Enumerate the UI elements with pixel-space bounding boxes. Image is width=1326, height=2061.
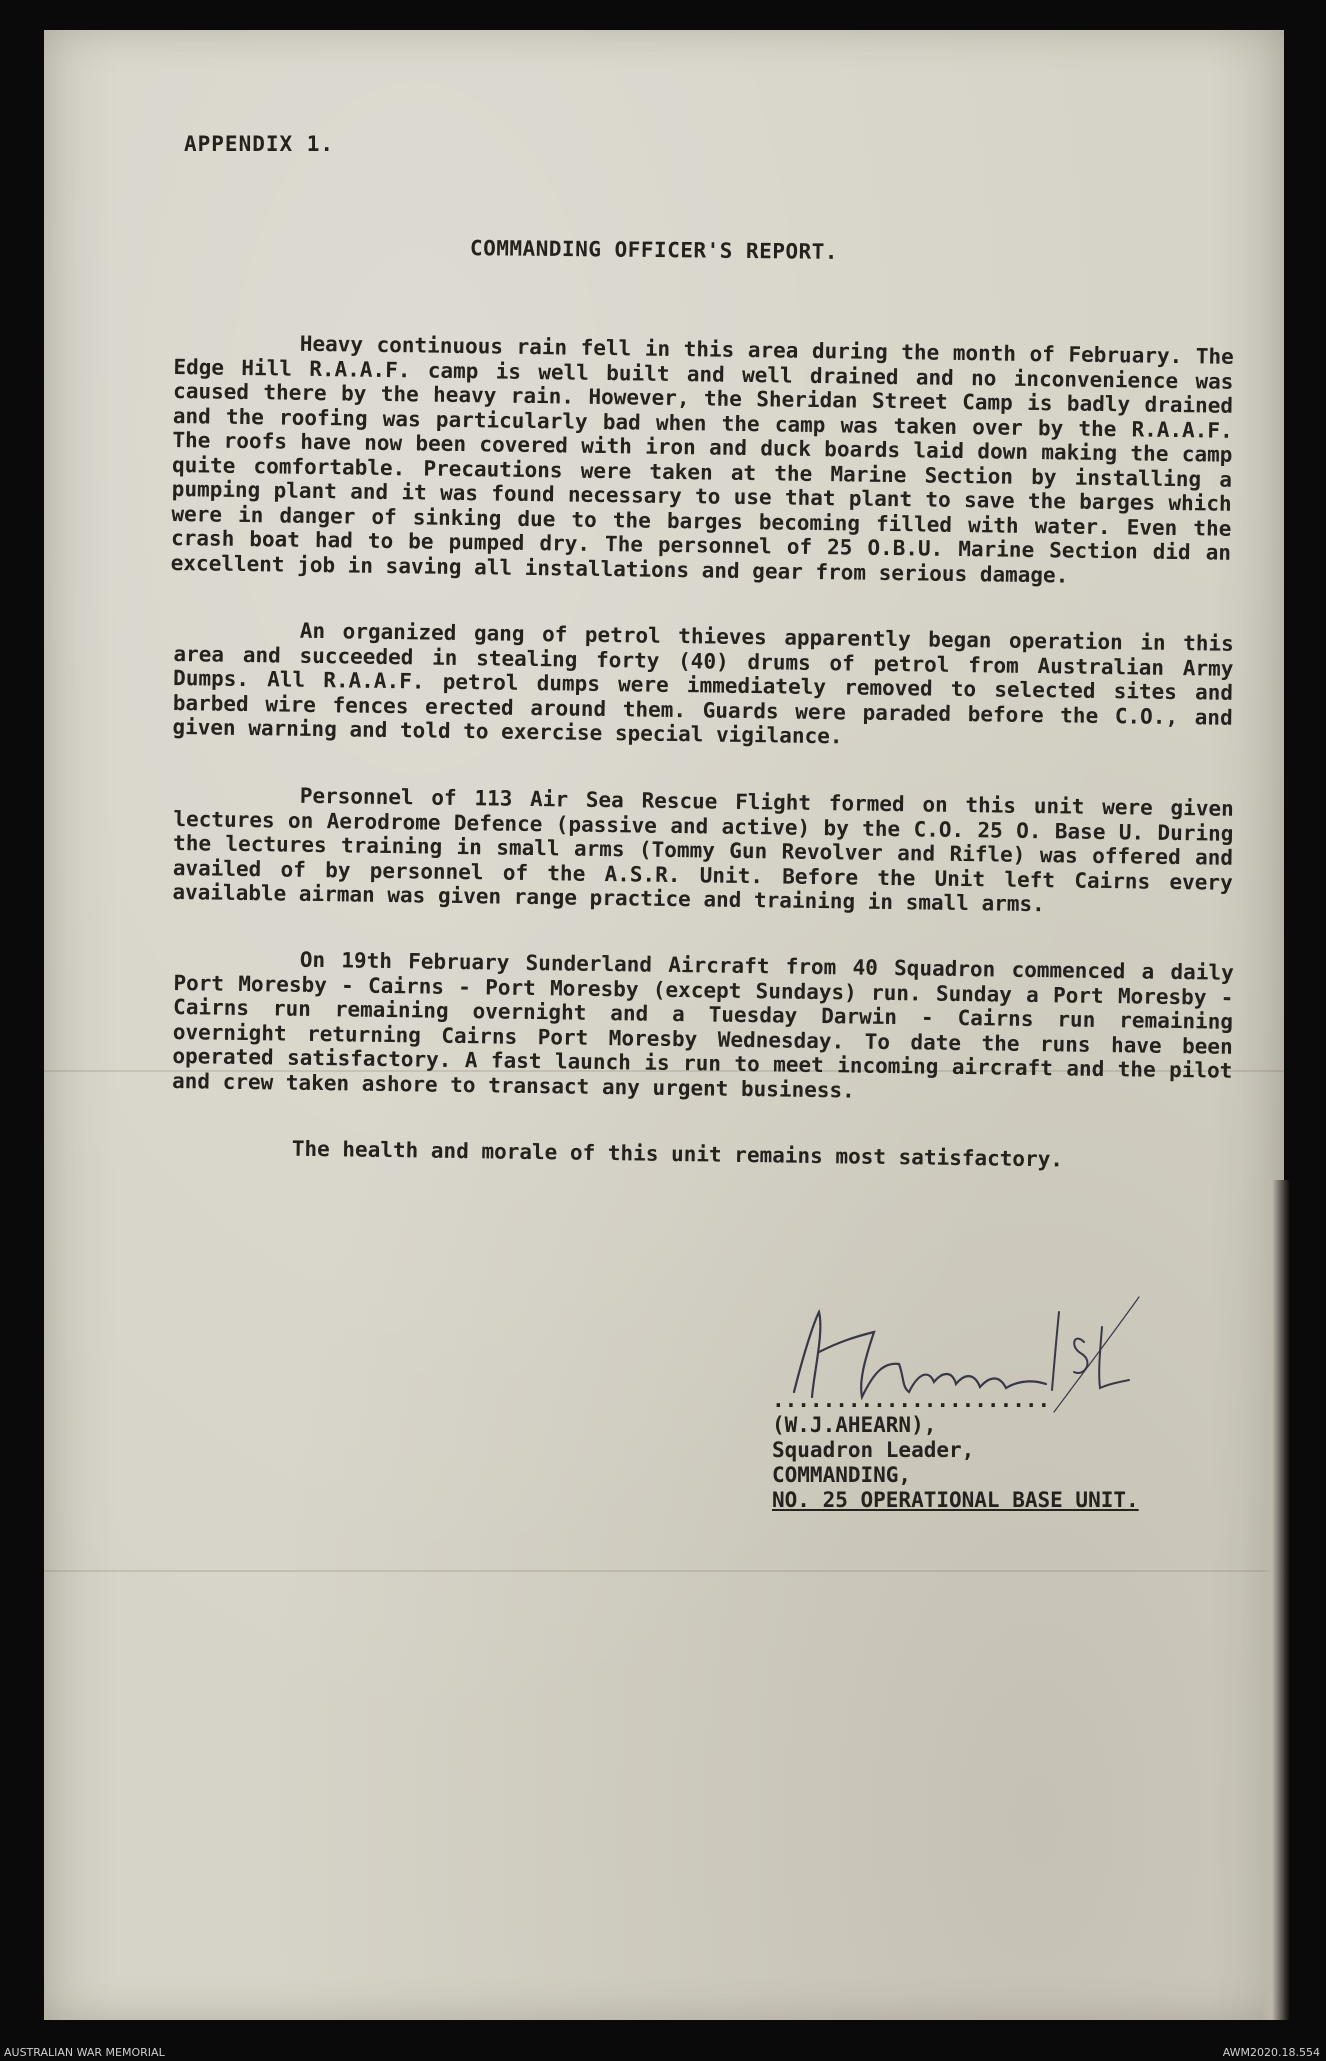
signature-block xyxy=(772,1388,1139,1513)
report-body xyxy=(170,330,1234,1202)
footer-reference: AWM2020.18.554 xyxy=(1222,2046,1320,2059)
footer-credit: AUSTRALIAN WAR MEMORIAL xyxy=(4,2046,165,2059)
paragraph-rain: Heavy continuous rain fell in this area during the month of February. The Edge Hill R.A.A.F. camp is well built and well drained and no inconvenience was caused there by the heavy rain. However, the Sheridan Street Camp is badly drained and the roofing was particularly bad when the camp was taken over by the R.A.A.F. The roofs have now been covered with iron and duck boards laid down making the camp quite comfortable. Precautions were taken at the Marine Section by installing a pumping plant and it was found necessary to use that plant to save the barges which were in danger of sinking due to the barges becoming filled with water. Even the crash boat had to be pumped dry. The personnel of 25 O.B.U. Marine Section did an excellent job in saving all installations and gear from serious damage. xyxy=(170,331,1234,588)
signatory-unit: NO. 25 OPERATIONAL BASE UNIT. xyxy=(772,1488,1139,1512)
paragraph-petrol: An organized gang of petrol thieves apparently began operation in this area and succeeded in stealing forty (40) drums of petrol from Australian Army Dumps. All R.A.A.F. petrol dumps were immediately removed to selected sites and barbed wire fences erected around them. Guards were paraded before the C.O., and given warning and told to exercise special vigilance. xyxy=(172,618,1234,749)
typed-document xyxy=(44,30,1284,2020)
report-title-text: COMMANDING OFFICER'S REPORT. xyxy=(469,236,839,264)
paragraph-closing: The health and morale of this unit remains most satisfactory. xyxy=(291,1136,1064,1172)
signature-dots: ...................... xyxy=(772,1388,1051,1412)
document-paper xyxy=(44,30,1284,2020)
paragraph-aircraft: On 19th February Sunderland Aircraft from 40 Squadron commenced a daily Port Moresby - Cairns - Port Moresby (except Sundays) run. Sunday a Port Moresby - Cairns run remaining overnight and a Tuesday Darwin - Cairns run remaining overnight returning Cairns Port Moresby Wednesday. To date the runs have been operated satisfactory. A fast launch is run to meet incoming aircraft and the pilot and crew taken ashore to transact any urgent business. xyxy=(171,947,1234,1103)
signatory-name: (W.J.AHEARN), xyxy=(772,1413,937,1437)
signatory-role: COMMANDING, xyxy=(772,1463,912,1487)
signatory-rank: Squadron Leader, xyxy=(772,1438,975,1462)
appendix-label: APPENDIX 1. xyxy=(184,132,335,156)
paragraph-lectures: Personnel of 113 Air Sea Rescue Flight formed on this unit were given lectures on Aerodrome Defence (passive and active) by the C.O. 25 O. Base U. During the lectures training in small arms (Tommy Gun Revolver and Rifle) was offered and availed of by personnel of the A.S.R. Unit. Before the Unit left Cairns every available airman was given range practice and training in small arms. xyxy=(172,783,1234,916)
report-title xyxy=(44,238,1284,262)
